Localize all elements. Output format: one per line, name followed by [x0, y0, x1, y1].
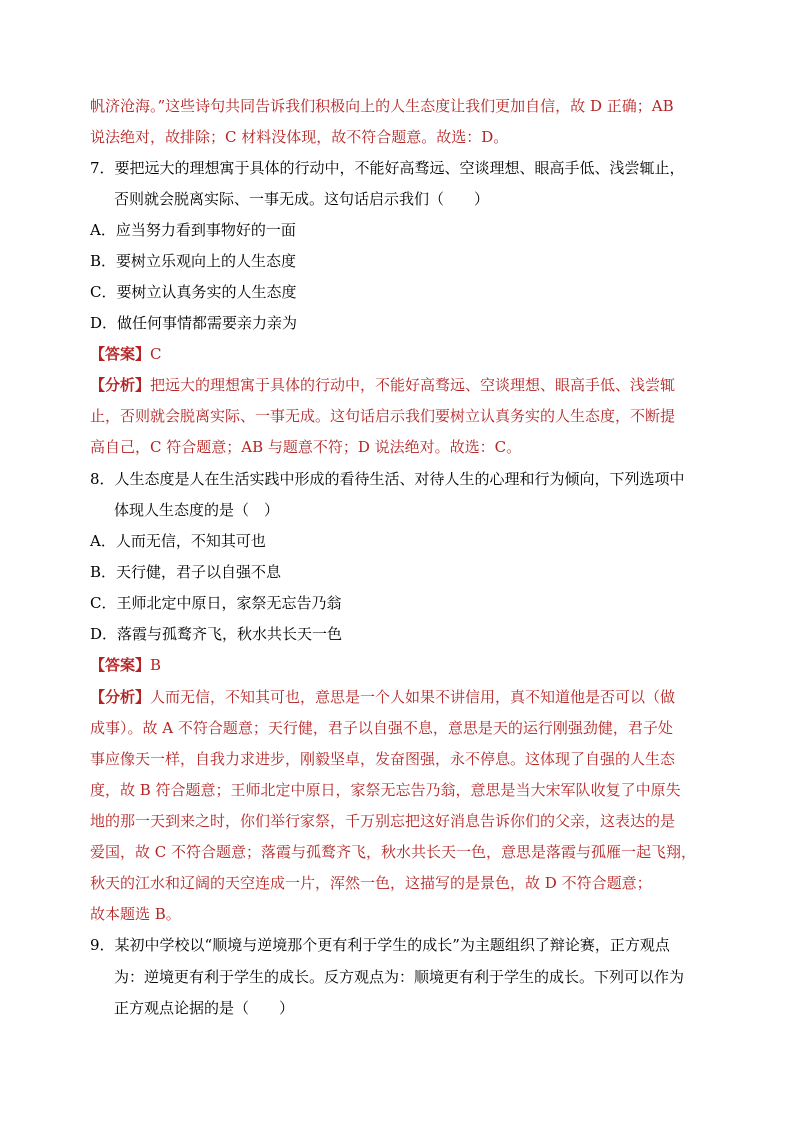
question-7-option-a: A．应当努力看到事物好的一面: [90, 221, 296, 239]
question-8-stem: 体现人生态度的是（ ）: [114, 501, 280, 519]
question-8-option-c: C．王师北定中原日，家祭无忘告乃翁: [90, 594, 342, 612]
question-7-analysis: [90, 374, 675, 396]
analysis-text: 人而无信，不知其可也，意思是一个人如果不讲信用，真不知道他是否可以（做: [150, 688, 676, 706]
answer-tag: 【答案】: [90, 345, 151, 363]
analysis-tag: 【分析】: [90, 376, 151, 394]
question-7-option-b: B．要树立乐观向上的人生态度: [90, 252, 297, 270]
answer-tag: 【答案】: [90, 656, 151, 674]
question-8-analysis-line: 事应像天一样，自我力求进步，刚毅坚卓，发奋图强，永不停息。这体现了自强的人生态: [90, 750, 676, 768]
question-8-option-d: D．落霞与孤鹜齐飞，秋水共长天一色: [90, 625, 343, 643]
question-9-stem: 为：逆境更有利于学生的成长。反方观点为：顺境更有利于学生的成长。下列可以作为: [114, 968, 685, 986]
question-8-option-a: A．人而无信，不知其可也: [90, 532, 266, 550]
answer-value: C: [150, 345, 162, 363]
question-7-stem: 7．要把远大的理想寓于具体的行动中，不能好高骛远、空谈理想、眼高手低、浅尝辄止，: [90, 159, 685, 177]
question-8-analysis-line: 爱国，故 C 不符合题意；落霞与孤鹜齐飞，秋水共长天一色，意思是落霞与孤雁一起飞翔，: [90, 843, 697, 861]
question-8-answer: [90, 654, 161, 676]
prev-analysis-line: 说法绝对，故排除；C 材料没体现，故不符合题意。故选：D。: [90, 128, 509, 146]
question-7-analysis-line: 高自己，C 符合题意；AB 与题意不符；D 说法绝对。故选：C。: [90, 438, 522, 456]
question-8-option-b: B．天行健，君子以自强不息: [90, 563, 282, 581]
question-8-analysis-line: 成事）。故 A 不符合题意；天行健，君子以自强不息，意思是天的运行刚强劲健，君子处: [90, 719, 673, 737]
question-8-stem: 8．人生态度是人在生活实践中形成的看待生活、对待人生的心理和行为倾向，下列选项中: [90, 470, 685, 488]
question-8-analysis-line: 地的那一天到来之时，你们举行家祭，千万别忘把这好消息告诉你们的父亲，这表达的是: [90, 812, 676, 830]
analysis-text: 把远大的理想寓于具体的行动中，不能好高骛远、空谈理想、眼高手低、浅尝辄: [150, 376, 676, 394]
question-7-answer: [90, 343, 162, 365]
question-8-analysis-line: 秋天的江水和辽阔的天空连成一片，浑然一色，这描写的是景色，故 D 不符合题意；: [90, 874, 652, 892]
prev-analysis-line: 帆济沧海。”这些诗句共同告诉我们积极向上的人生态度让我们更加自信，故 D 正确；AB: [90, 97, 674, 115]
analysis-tag: 【分析】: [90, 688, 151, 706]
question-8-analysis-line: 故本题选 B。: [90, 905, 181, 923]
answer-value: B: [150, 656, 162, 674]
question-7-stem: 否则就会脱离实际、一事无成。这句话启示我们（ ）: [114, 190, 490, 208]
question-7-analysis-line: 止，否则就会脱离实际、一事无成。这句话启示我们要树立认真务实的人生态度，不断提: [90, 407, 676, 425]
question-8-analysis: [90, 686, 675, 708]
question-9-stem: 正方观点论据的是（ ）: [114, 999, 295, 1017]
question-8-analysis-line: 度，故 B 符合题意；王师北定中原日，家祭无忘告乃翁，意思是当大宋军队收复了中原失: [90, 781, 681, 799]
question-7-option-c: C．要树立认真务实的人生态度: [90, 283, 297, 301]
question-7-option-d: D．做任何事情都需要亲力亲为: [90, 314, 298, 332]
question-9-stem: 9．某初中学校以“顺境与逆境那个更有利于学生的成长”为主题组织了辩论赛，正方观点: [90, 936, 670, 954]
